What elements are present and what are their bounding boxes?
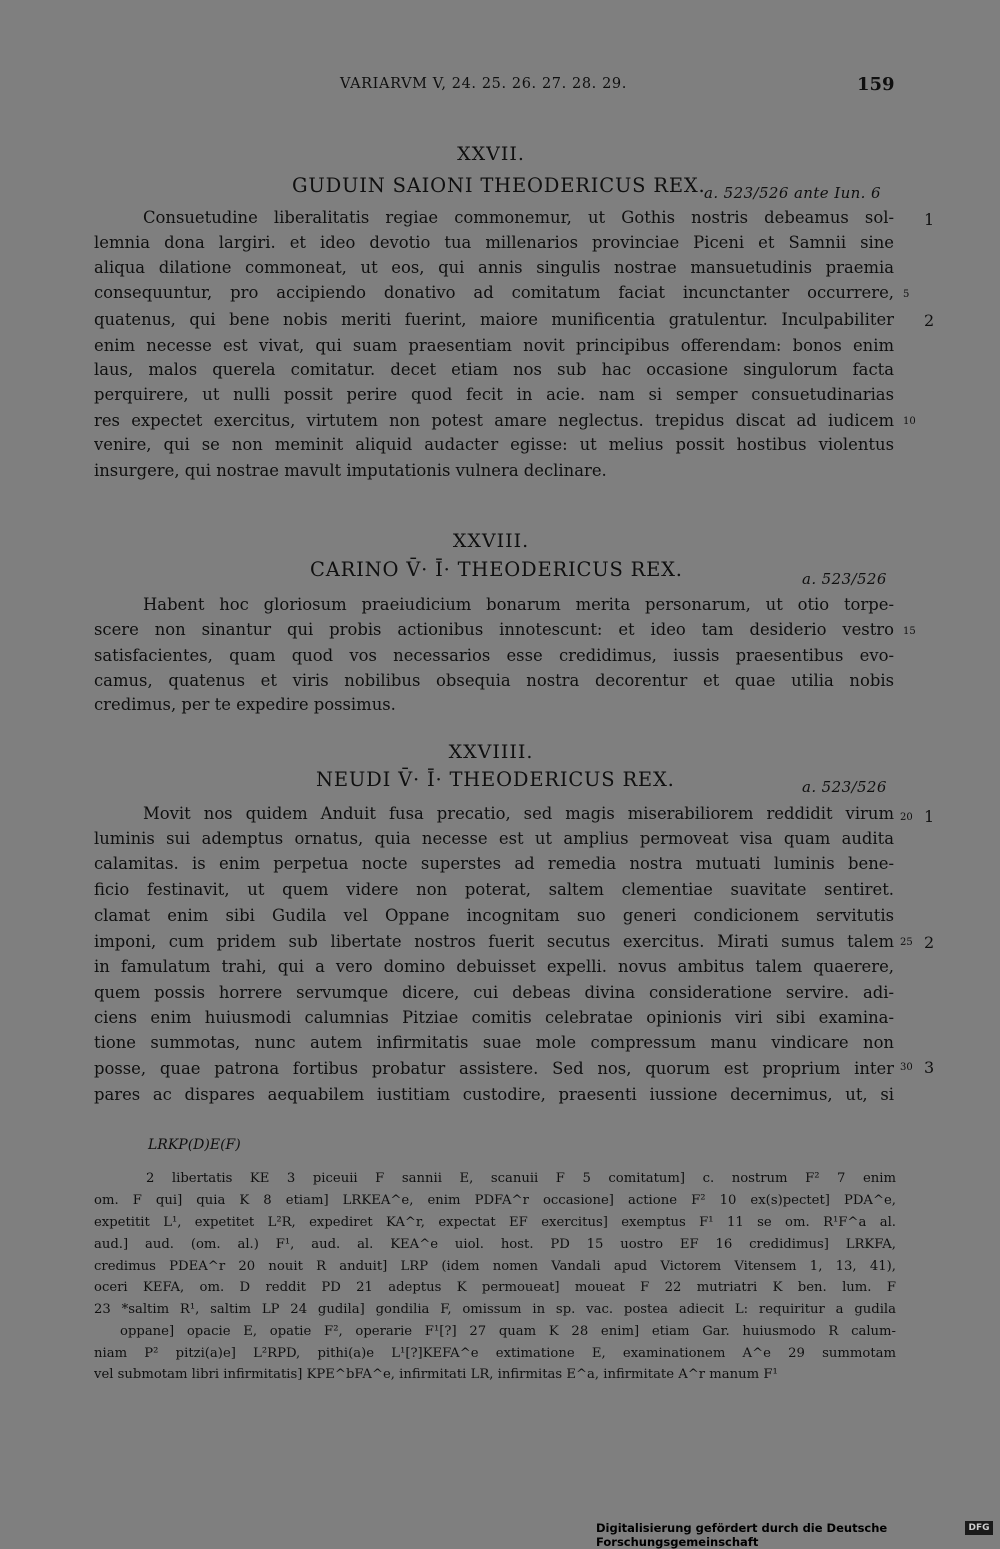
apparatus-line: credimus PDEA^r 20 nouit R anduit] LRP (idem nomen Vandali apud Victorem Vitensem 1, 13, 41), bbox=[94, 1259, 896, 1274]
text-line: enim necesse est vivat, qui suam praesentiam novit principibus offerendam: bonos enim bbox=[94, 336, 894, 355]
letter-numeral: XXVII. bbox=[457, 143, 525, 165]
text-line: quem possis horrere servumque dicere, cui debeas divina consideratione servire. adi- bbox=[94, 983, 894, 1002]
text-line: posse, quae patrona fortibus probatur assistere. Sed nos, quorum est proprium inter bbox=[94, 1059, 894, 1078]
text-line: quatenus, qui bene nobis meriti fuerint, maiore munificentia gratulentur. Inculpabiliter bbox=[94, 310, 894, 329]
letter-numeral: XXVIIII. bbox=[448, 741, 534, 763]
line-number: 25 bbox=[900, 937, 913, 948]
apparatus-line: oppane] opacie E, opatie F², operarie F¹[?] 27 quam K 28 enim] etiam Gar. huiusmodo R calum- bbox=[120, 1324, 896, 1339]
page-number: 159 bbox=[857, 74, 895, 95]
letter-numeral: XXVIII. bbox=[452, 530, 530, 552]
line-number: 15 bbox=[903, 626, 916, 637]
apparatus-line: niam P² pitzi(a)e] L²RPD, pithi(a)e L¹[?]KEFA^e extimatione E, examinationem A^e 29 summotam bbox=[94, 1346, 896, 1361]
letter-date: a. 523/526 bbox=[802, 570, 887, 588]
apparatus-line: vel submotam libri infirmitatis] KPE^bFA^e, infirmitati LR, infirmitas E^a, infirmitate A^r manum F¹ bbox=[94, 1367, 778, 1382]
letter-heading: NEUDI V̄· Ī· THEODERICUS REX. bbox=[316, 768, 675, 791]
section-number: 2 bbox=[924, 311, 935, 330]
letter-heading: GUDUIN SAIONI THEODERICUS REX. bbox=[292, 174, 706, 197]
section-number: 2 bbox=[924, 933, 935, 952]
section-number: 3 bbox=[924, 1058, 935, 1077]
text-line: Movit nos quidem Anduit fusa precatio, sed magis miserabiliorem reddidit virum bbox=[143, 804, 894, 823]
apparatus-line: aud.] aud. (om. al.) F¹, aud. al. KEA^e uiol. host. PD 15 uostro EF 16 credidimus] LRKFA, bbox=[94, 1237, 896, 1252]
running-title: VARIARVM V, 24. 25. 26. 27. 28. 29. bbox=[340, 76, 627, 92]
text-line: tione summotas, nunc autem infirmitatis suae mole compressum manu vindicare non bbox=[94, 1033, 894, 1052]
text-line: imponi, cum pridem sub libertate nostros fuerit secutus exercitus. Mirati sumus talem bbox=[94, 932, 894, 951]
text-line: consequuntur, pro accipiendo donativo ad comitatum faciat incunctanter occurrere, bbox=[94, 283, 894, 302]
apparatus-line: 23 *saltim R¹, saltim LP 24 gudila] gondilia F, omissum in sp. vac. postea adiecit L: requiritur a gudila bbox=[94, 1302, 896, 1317]
section-number: 1 bbox=[924, 807, 935, 826]
text-line: res expectet exercitus, virtutem non potest amare neglectus. trepidus discat ad iudicem bbox=[94, 411, 894, 430]
text-line: insurgere, qui nostrae mavult imputationis vulnera declinare. bbox=[94, 461, 607, 480]
line-number: 5 bbox=[903, 289, 910, 300]
text-line: ficio festinavit, ut quem videre non poterat, saltem clementiae suavitate sentiret. bbox=[94, 880, 894, 899]
text-line: venire, qui se non meminit aliquid audacter egisse: ut melius possit hostibus violentus bbox=[94, 435, 894, 454]
dfg-logo: DFG bbox=[965, 1521, 993, 1535]
text-line: scere non sinantur qui probis actionibus innotescunt: et ideo tam desiderio vestro bbox=[94, 620, 894, 639]
letter-heading: CARINO V̄· Ī· THEODERICUS REX. bbox=[310, 558, 683, 581]
text-line: in famulatum trahi, qui a vero domino debuisset expelli. novus ambitus talem quaerere, bbox=[94, 957, 894, 976]
text-line: Consuetudine liberalitatis regiae commonemur, ut Gothis nostris debeamus sol- bbox=[143, 208, 894, 227]
letter-date: a. 523/526 bbox=[802, 778, 887, 796]
text-line: satisfacientes, quam quod vos necessarios esse credidimus, iussis praesentibus evo- bbox=[94, 646, 894, 665]
line-number: 30 bbox=[900, 1062, 913, 1073]
text-line: camus, quatenus et viris nobilibus obsequia nostra decorentur et quae utilia nobis bbox=[94, 671, 894, 690]
apparatus-sigla: LRKP(D)E(F) bbox=[148, 1137, 241, 1153]
text-line: credimus, per te expedire possimus. bbox=[94, 695, 396, 714]
apparatus-line: 2 libertatis KE 3 piceuii F sannii E, scanuii F 5 comitatum] c. nostrum F² 7 enim bbox=[146, 1171, 896, 1186]
text-line: luminis sui ademptus ornatus, quia necesse est ut amplius permoveat visa quam audita bbox=[94, 829, 894, 848]
text-line: lemnia dona largiri. et ideo devotio tua millenarios provinciae Piceni et Samnii sine bbox=[94, 233, 894, 252]
letter-date: a. 523/526 ante Iun. 6 bbox=[704, 184, 881, 202]
text-line: laus, malos querela comitatur. decet etiam nos sub hac occasione singulorum facta bbox=[94, 360, 894, 379]
text-line: ciens enim huiusmodi calumnias Pitziae comitis celebratae opinionis viri sibi examina- bbox=[94, 1008, 894, 1027]
text-line: pares ac dispares aequabilem iustitiam custodire, praesenti iussione decernimus, ut, si bbox=[94, 1085, 894, 1104]
text-line: clamat enim sibi Gudila vel Oppane incognitam suo generi condicionem servitutis bbox=[94, 906, 894, 925]
section-number: 1 bbox=[924, 210, 935, 229]
line-number: 10 bbox=[903, 416, 916, 427]
text-line: Habent hoc gloriosum praeiudicium bonarum merita personarum, ut otio torpe- bbox=[143, 595, 894, 614]
apparatus-line: oceri KEFA, om. D reddit PD 21 adeptus K permoueat] moueat F 22 mutriatri K ben. lum. F bbox=[94, 1280, 896, 1295]
funding-notice: Digitalisierung gefördert durch die Deutsche Forschungsgemeinschaft bbox=[596, 1521, 888, 1549]
text-line: aliqua dilatione commoneat, ut eos, qui annis singulis nostrae mansuetudinis praemia bbox=[94, 258, 894, 277]
line-number: 20 bbox=[900, 812, 913, 823]
text-line: perquirere, ut nulli possit perire quod fecit in acie. nam si semper consuetudinarias bbox=[94, 385, 894, 404]
text-line: calamitas. is enim perpetua nocte superstes ad remedia nostra mutuati luminis bene- bbox=[94, 854, 894, 873]
apparatus-line: expetitit L¹, expetitet L²R, expediret KA^r, expectat EF exercitus] exemptus F¹ 11 se om. R¹F^a al. bbox=[94, 1215, 896, 1230]
apparatus-line: om. F qui] quia K 8 etiam] LRKEA^e, enim PDFA^r occasione] actione F² 10 ex(s)pectet] PDA^e, bbox=[94, 1193, 896, 1208]
